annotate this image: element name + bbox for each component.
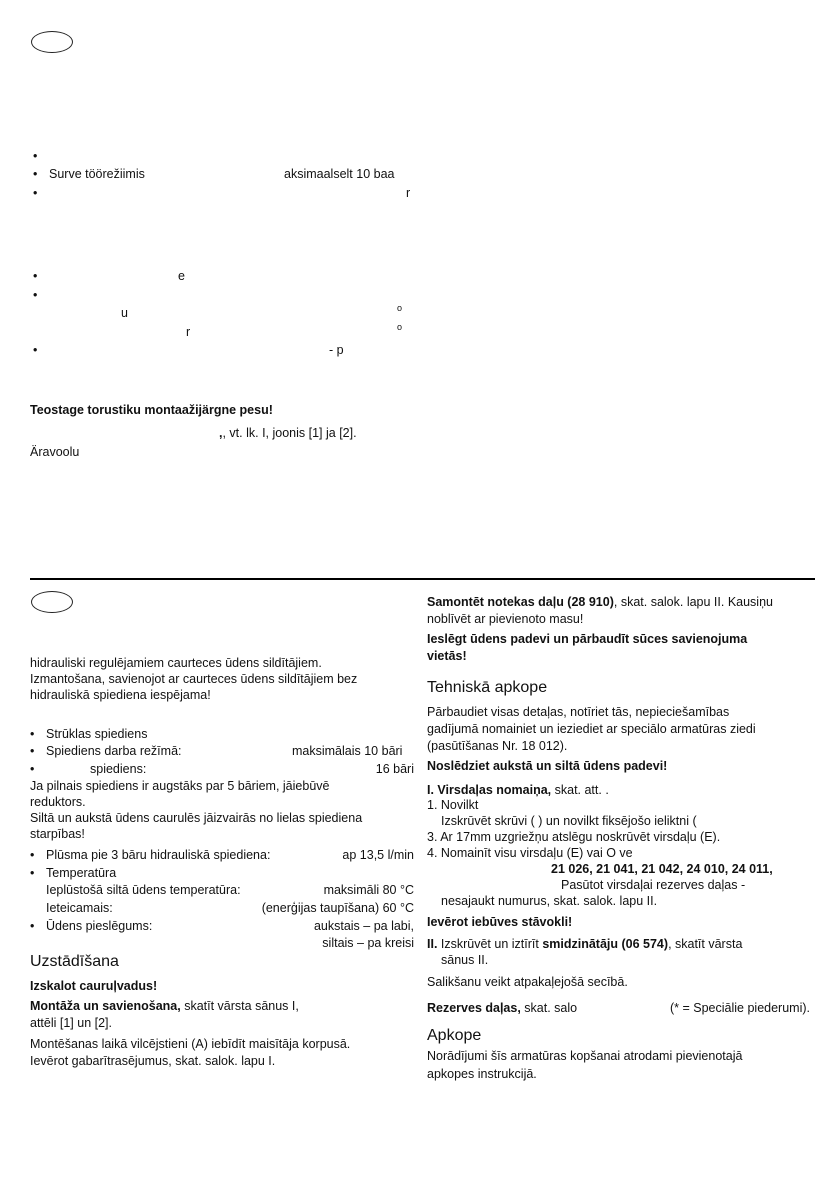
order-note: Pasūtot virsdaļai rezerves daļas - [561, 878, 746, 892]
top-drain-label: Äravoolu [30, 445, 80, 459]
water-connection-hot: siltais – pa kreisi [322, 936, 414, 950]
mounting-line-4: Ievērot gabarītrasējumus, skat. salok. lapu I. [30, 1054, 276, 1068]
mounting-line-1: Montāža un savienošana, skatīt vārsta sānus I, [30, 999, 299, 1013]
installation-heading: Uzstādīšana [30, 953, 119, 970]
bullet-test-pressure: • spiediens: [46, 761, 146, 777]
pressure-note-2: reduktors. [30, 795, 86, 809]
flush-pipes-note: Izskalot cauruļvadus! [30, 979, 158, 993]
bullet-flow: • Plūsma pie 3 bāru hidrauliskā spiediena: [46, 847, 270, 863]
bullet-working-pressure: • Spiediens darba režīmā: [46, 743, 182, 759]
drain-assembly-line-2: noblīvēt ar pievienoto masu! [427, 612, 584, 626]
step-1: 1. Novilkt [427, 798, 479, 812]
shut-off-water-note: Noslēdziet aukstā un siltā ūdens padevi! [427, 759, 668, 773]
bullet-water-connection: • Ūdens pieslēgums: [46, 918, 152, 934]
pressure-note-4: starpības! [30, 827, 85, 841]
top-bullet-2: • Surve töörežiimis [49, 166, 145, 182]
care-heading: Apkope [427, 1027, 482, 1044]
step-3: 3. Ar 17mm uzgriežņu atslēgu noskrūvēt virsdaļu (E). [427, 830, 721, 844]
test-pressure-value: 16 bāri [375, 762, 414, 776]
intro-line-3: hidrauliskā spiediena iespējama! [30, 688, 211, 702]
spare-parts-line: Rezerves daļas, skat. salo [427, 1001, 578, 1015]
bullet-static-pressure: • Strūklas spiediens [46, 726, 147, 742]
temp-inflow-value: maksimāli 80 °C [323, 883, 414, 897]
top-bullet-5-fragment-r: r [186, 325, 191, 339]
special-accessories-note: (* = Speciālie piederumi). [670, 1001, 810, 1015]
care-line-2: apkopes instrukcijā. [427, 1067, 537, 1081]
top-bullet-2-value: aksimaalselt 10 baa [284, 167, 395, 181]
flow-value: ap 13,5 l/min [342, 848, 414, 862]
top-degree-1: o [397, 303, 403, 313]
water-connection-cold: aukstais – pa labi, [313, 919, 414, 933]
pressure-note-1: Ja pilnais spiediens ir augstāks par 5 bāriem, jāiebūvē [30, 779, 330, 793]
top-degree-2: o [397, 322, 403, 332]
step-2: Izskrūvēt skrūvi ( ) un novilkt fiksējošo ieliktni ( [441, 814, 697, 828]
reassembly-note: Salikšanu veikt atpakaļejošā secībā. [427, 975, 628, 989]
section-divider [30, 578, 815, 580]
temp-recommended-value: (enerģijas taupīšana) 60 °C [261, 901, 414, 915]
part-numbers: 21 026, 21 041, 21 042, 24 010, 24 011, [551, 862, 773, 876]
care-line-1: Norādījumi šīs armatūras kopšanai atrodami pievienotajā [427, 1049, 743, 1063]
top-bullet-4-fragment: e [178, 269, 185, 283]
step-aerator-2: sānus II. [441, 953, 489, 967]
step-aerator: II. Izskrūvēt un iztīrīt smidzinātāju (06 574), skatīt vārsta [427, 937, 743, 951]
maintenance-heading: Tehniskā apkope [427, 679, 548, 696]
maintenance-line-2: gadījumā nomainiet un ieziediet ar speciālo armatūras ziedi [427, 722, 756, 736]
bullet-temperature: • Temperatūra [46, 865, 116, 881]
install-position-note: Ievērot iebūves stāvokli! [427, 915, 573, 929]
order-note-2: nesajaukt numurus, skat. salok. lapu II. [441, 894, 658, 908]
top-heading-flush: Teostage torustiku montaažijärgne pesu! [30, 403, 273, 417]
mounting-line-2: attēli [1] un [2]. [30, 1016, 112, 1030]
leak-check-line-1: Ieslēgt ūdens padevi un pārbaudīt sūces savienojuma [427, 632, 748, 646]
pressure-note-3: Siltā un aukstā ūdens caurulēs jāizvairās no lielas spiediena [30, 811, 363, 825]
step-4: 4. Nomainīt visu virsdaļu (E) vai O ve [427, 846, 633, 860]
temp-inflow-label: Ieplūstošā siltā ūdens temperatūra: [46, 883, 241, 897]
intro-line-2: Izmantošana, savienojot ar caurteces ūdens sildītājiem bez [30, 672, 358, 686]
top-bullet-5-fragment-u: u [121, 306, 128, 320]
top-bullet-6-fragment: - p [329, 343, 344, 357]
top-reference-line: ,, vt. lk. I, joonis [1] ja [2]. [219, 426, 357, 440]
maintenance-line-1: Pārbaudiet visas detaļas, notīriet tās, nepieciešamības [427, 705, 730, 719]
intro-line-1: hidrauliski regulējamiem caurteces ūdens sildītājiem. [30, 656, 322, 670]
language-badge-top [31, 31, 73, 53]
language-badge-bottom [31, 591, 73, 613]
leak-check-line-2: vietās! [427, 649, 467, 663]
step-replace-top-part: I. Virsdaļas nomaiņa, skat. att. . [427, 783, 609, 797]
drain-assembly-line: Samontēt notekas daļu (28 910), skat. salok. lapu II. Kausiņu [427, 595, 773, 609]
temp-recommended-label: Ieteicamais: [46, 901, 113, 915]
working-pressure-value: maksimālais 10 bāri [292, 744, 403, 758]
maintenance-line-3: (pasūtīšanas Nr. 18 012). [427, 739, 568, 753]
top-bullet-3-fragment: r [406, 186, 411, 200]
mounting-line-3: Montēšanas laikā vilcējstieni (A) iebīdīt maisītāja korpusā. [30, 1037, 351, 1051]
